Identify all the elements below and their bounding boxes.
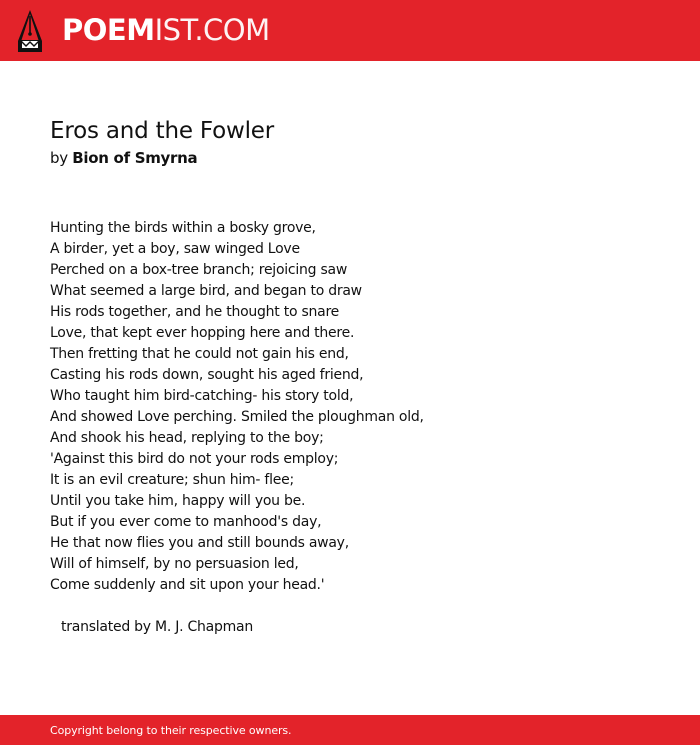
poem-line: And shook his head, replying to the boy; <box>50 430 324 446</box>
author-link[interactable]: Bion of Smyrna <box>72 149 198 167</box>
poem-line: And showed Love perching. Smiled the ploughman old, <box>50 409 424 425</box>
poem-line: Who taught him bird-catching- his story told, <box>50 388 354 404</box>
poem-line: Until you take him, happy will you be. <box>50 493 306 509</box>
site-footer <box>0 715 700 745</box>
poem-line: It is an evil creature; shun him- flee; <box>50 472 294 488</box>
site-brand <box>62 13 270 47</box>
poem-line: But if you ever come to manhood's day, <box>50 514 322 530</box>
poem-byline <box>50 146 650 170</box>
site-logo-link[interactable] <box>18 0 270 61</box>
poem-line: 'Against this bird do not your rods employ; <box>50 451 339 467</box>
copyright-text: Copyright belong to their respective owners. <box>50 723 292 737</box>
poem-heading <box>50 116 650 170</box>
site-header <box>0 0 700 61</box>
poem-line: His rods together, and he thought to snare <box>50 304 340 320</box>
poem-body <box>50 218 650 596</box>
poem-line: He that now flies you and still bounds away, <box>50 535 349 551</box>
poem-line: Will of himself, by no persuasion led, <box>50 556 299 572</box>
poem-line: Perched on a box-tree branch; rejoicing saw <box>50 262 348 278</box>
poem-line: Come suddenly and sit upon your head.' <box>50 577 325 593</box>
brand-bold-text: POEM <box>62 13 155 47</box>
translator-credit: translated by M. J. Chapman <box>61 619 253 635</box>
poem-line: Hunting the birds within a bosky grove, <box>50 220 316 236</box>
fountain-pen-icon <box>18 10 42 52</box>
poem-title: Eros and the Fowler <box>50 118 274 144</box>
poem-line: Then fretting that he could not gain his end, <box>50 346 349 362</box>
poem-line: A birder, yet a boy, saw winged Love <box>50 241 300 257</box>
poem-line: What seemed a large bird, and began to draw <box>50 283 362 299</box>
byline-prefix: by <box>50 149 68 167</box>
poem-line: Casting his rods down, sought his aged friend, <box>50 367 364 383</box>
brand-light-text: IST.COM <box>154 13 270 47</box>
poem-line: Love, that kept ever hopping here and there. <box>50 325 355 341</box>
